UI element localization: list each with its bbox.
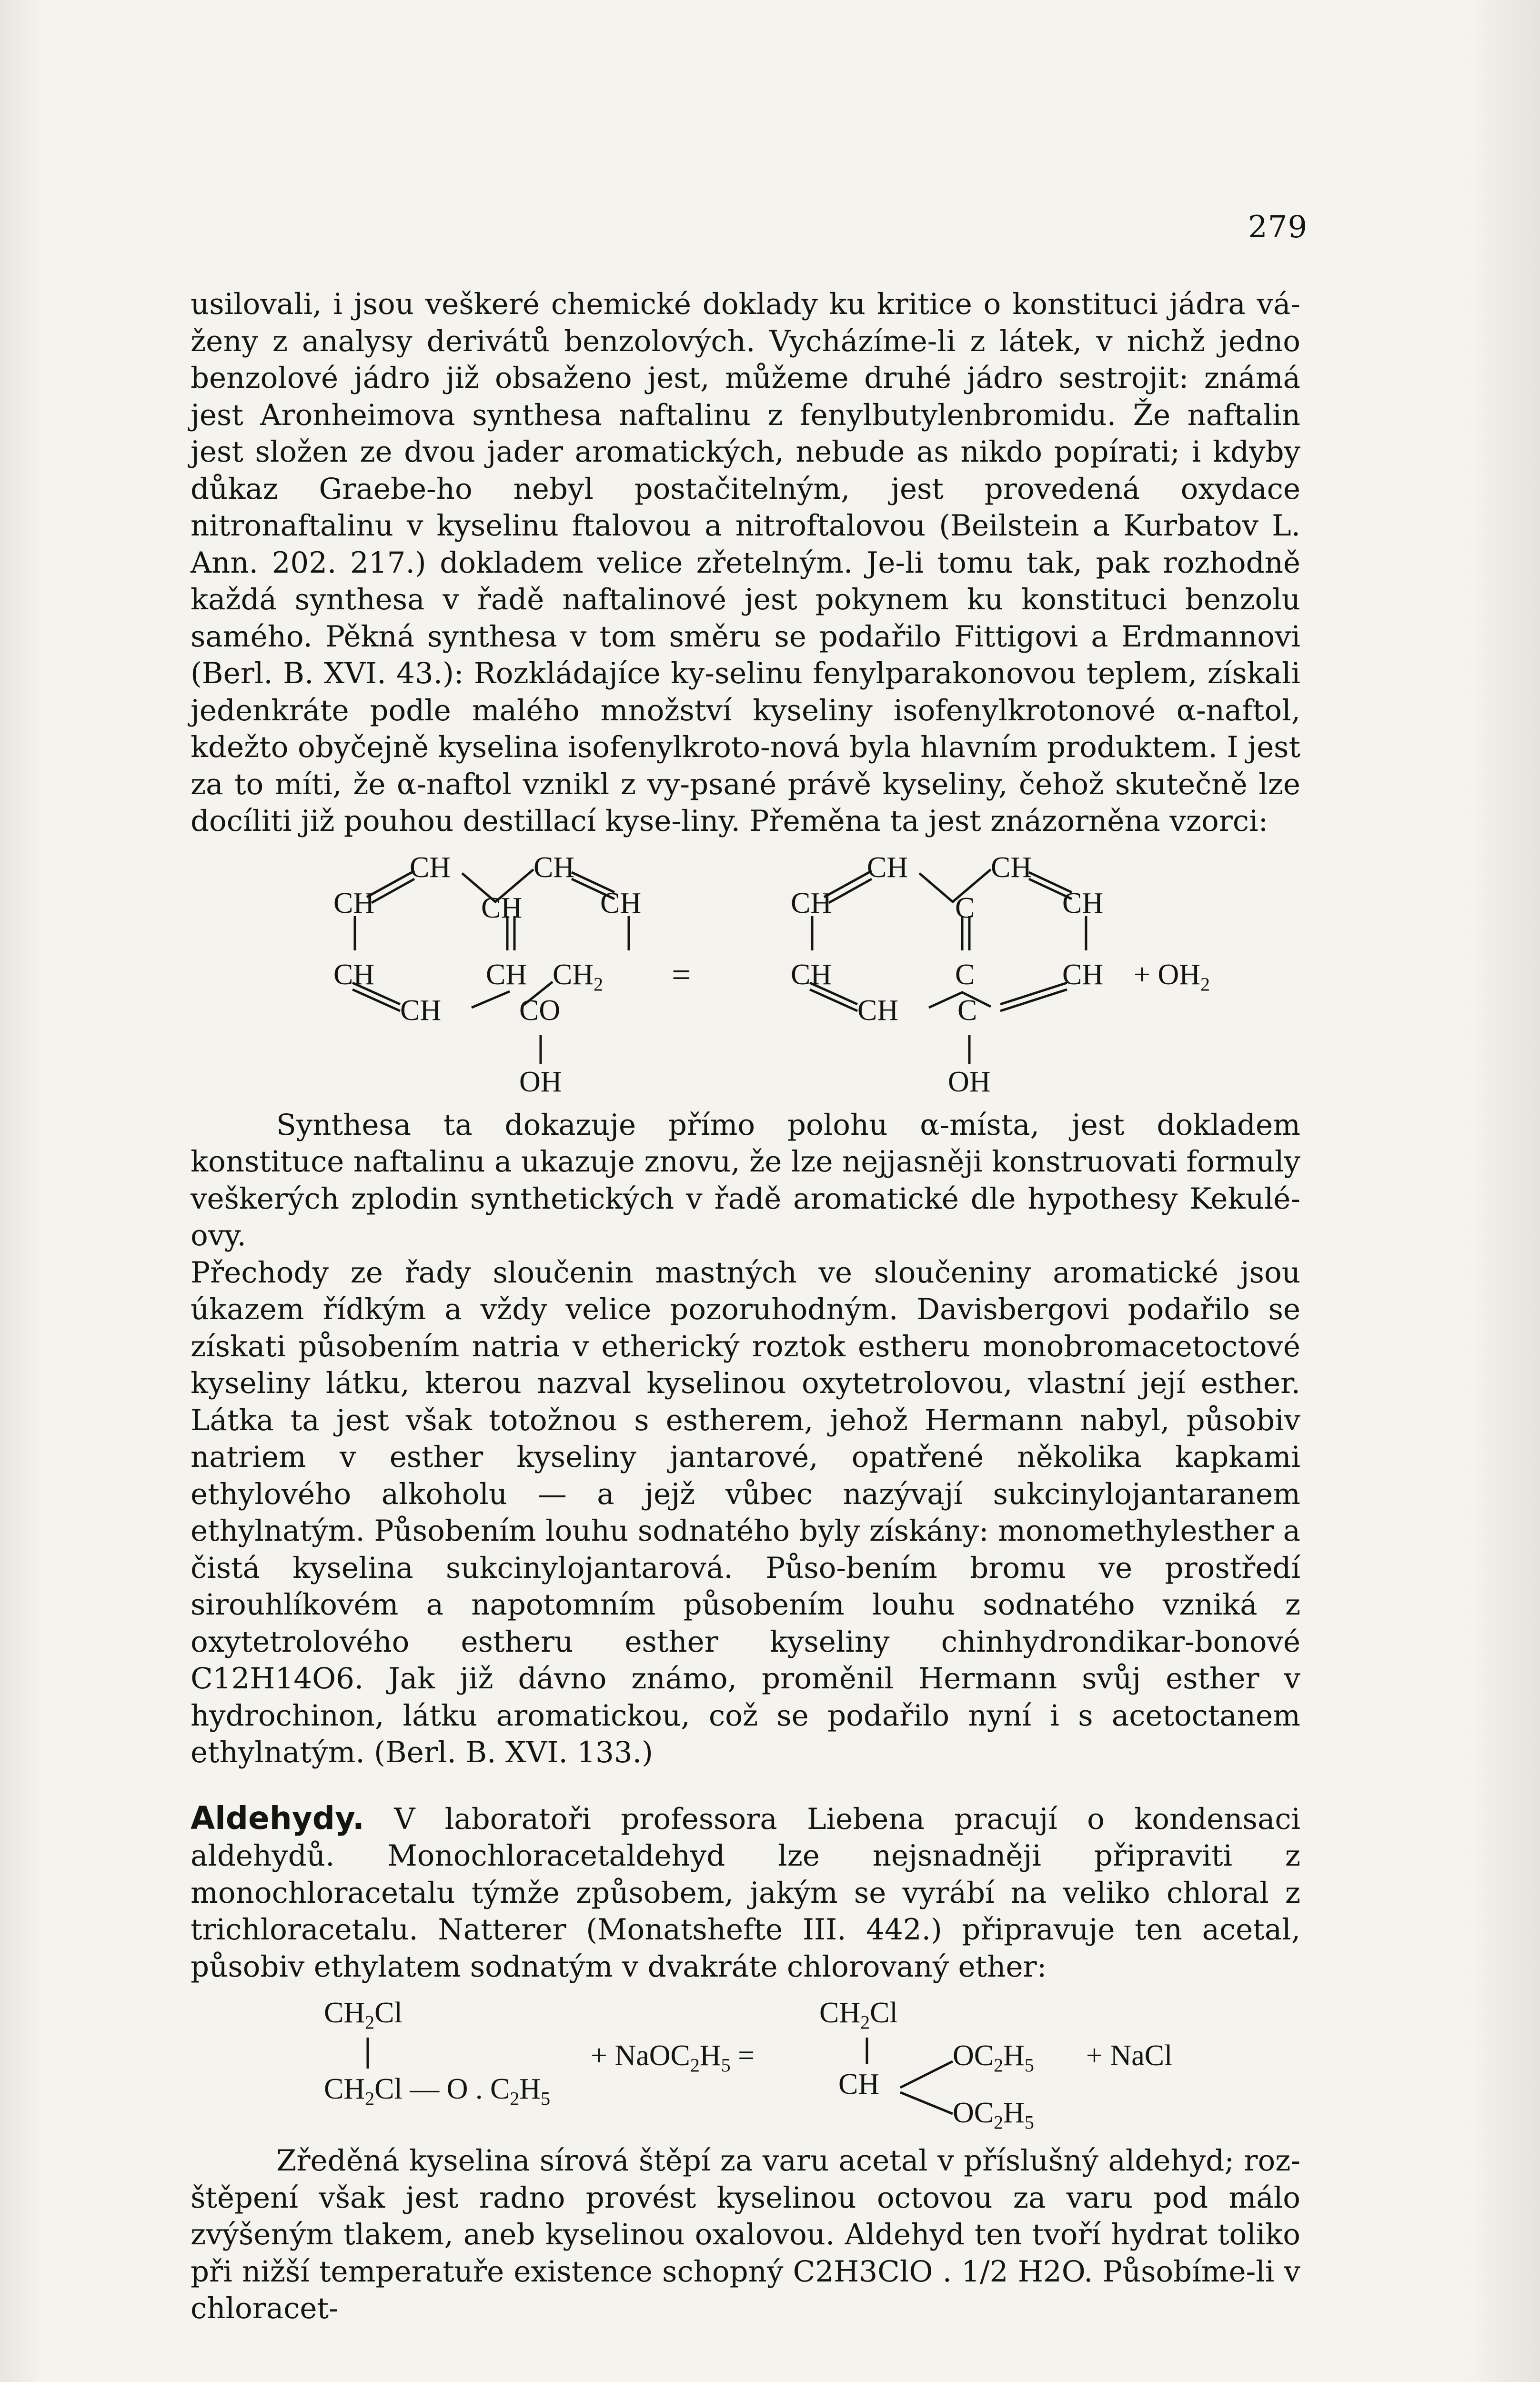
formula1-r-ch-2: CH [1062,887,1104,919]
formula1-equals: = [672,955,691,994]
formula1-r-ch-4: CH [1062,958,1104,991]
formula1-r-c-bottom: C [957,994,977,1027]
formula1-r-ch-top-right: CH [991,851,1032,884]
paragraph-1: usilovali, i jsou veškeré chemické doklady ku kritice o konstituci jádra vá-ženy z analysy derivátů benzolových. Vycházíme-li z látek, v nichž jedno benzolové jádro již obsaženo jest, můžeme druhé jádro sestrojit: známá jest Aronheimova synthesa naftalinu z fenylbutylenbromidu. Že naftalin jest složen ze dvou jader aromatických, nebude as nikdo popírati; i kdyby důkaz Graebe-ho nebyl postačitelným, jest provedená oxydace nitronaftalinu v kyselinu ftalovou a nitroftalovou (Beilstein a Kurbatov L. Ann. 202. 217.) dokladem velice zřetelným. Je-li tomu tak, pak rozhodně každá synthesa v řadě naftalinové jest pokynem ku konstituci benzolu samého. Pěkná synthesa v tom směru se podařilo Fittigovi a Erdmannovi (Berl. B. XVI. 43.): Rozkládajíce ky-selinu fenylparakonovou teplem, získali jedenkráte podle malého množství kyseliny isofenylkrotonové α-naftol, kdežto obyčejně kyselina isofenylkroto-nová byla hlavním produktem. I jest za to míti, že α-naftol vznikl z vy-psané právě kyseliny, čehož skutečně lze docíliti již pouhou destillací kyse-liny. Přeměna ta jest znázorněna vzorci: [191,287,1300,838]
body-text [191,286,1300,2327]
paragraph-3: Přechody ze řady sloučenin mastných ve sloučeniny aromatické jsou úkazem řídkým a vždy velice pozoruhodným. Davisbergovi podařilo se získati působením natria v etherický roztok estheru monobromacetoctové kyseliny látku, kterou nazval kyselinou oxytetrolovou, vlastní její esther. Látka ta jest však totožnou s estherem, jehož Hermann nabyl, působiv natriem v esther kyseliny jantarové, opatřené několika kapkami ethylového alkoholu — a jejž vůbec nazývají sukcinylojantaranem ethylnatým. Působením louhu sodnatého byly získány: monomethylesther a čistá kyselina sukcinylojantarová. Půso-bením bromu ve prostředí sirouhlíkovém a napotomním působením louhu sodnatého vzniká z oxytetrolového estheru esther kyseliny chinhydrondikar-bonové C12H14O6. Jak již dávno známo, proměnil Hermann svůj esther v hydrochinon, látku aromatickou, což se podařilo nyní i s acetoctanem ethylnatým. (Berl. B. XVI. 133.) [191,1255,1300,1769]
formula1-co: CO [519,994,561,1027]
formula1-ch-top-right: CH [533,851,575,884]
formula1-ch-3: CH [600,887,642,919]
formula1-oh-left: OH [519,1065,562,1098]
paragraph-5: Zředěná kyselina sírová štěpí za varu acetal v příslušný aldehyd; roz-štěpení však jest radno provést kyselinou octovou za varu pod málo zvýšeným tlakem, aneb kyselinou oxalovou. Aldehyd ten tvoří hydrat toliko při nižší temperatuře existence schopný C2H3ClO . 1/2 H2O. Působíme-li v chloracet- [191,2144,1300,2325]
formula2-reagent: + $NaOC_2H_5$ = [591,2039,755,2076]
formula1-r-c-1: C [955,891,975,924]
formula1-r-ch-1: CH [791,887,832,919]
formula2-oc2h5-bottom: $OC_2H_5$ [953,2097,1034,2133]
formula2-oc2h5-top: $OC_2H_5$ [953,2039,1034,2076]
formula1-r-ch-bottom: CH [857,994,899,1027]
formula1-ch-top-left: CH [410,851,451,884]
page-number: 279 [1248,210,1308,245]
formula1-ch-1: CH [333,887,375,919]
formula1-r-ch-top-left: CH [867,851,908,884]
formula2-ch2cl-left: $CH_2Cl$ [324,1997,403,2033]
paragraph-4 [191,1800,1300,1986]
formula2-ether: $CH_2Cl$ — O . $C_2H_5$ [324,2073,551,2109]
formula1-plus-water: + $OH_2$ [1134,958,1210,995]
formula2-ch: CH [838,2068,880,2100]
formula2-product: + NaCl [1086,2039,1173,2072]
formula1-ch-5: CH [486,958,527,991]
paragraph-4-text: V laboratoři professora Liebena pracují o kondensaci aldehydů. Monochloracetaldehyd lze nejsnadněji připraviti z monochloracetalu týmže způsobem, jakým se vyrábí na veliko chloral z trichloracetalu. Natterer (Monatshefte III. 442.) připravuje ten acetal, působiv ethylatem sodnatým v dvakráte chlorovaný ether: [191,1802,1301,1984]
formula1-ch-4: CH [333,958,375,991]
section-heading-aldehydy: Aldehydy. [191,1799,364,1837]
formula1-r-ch-3: CH [791,958,832,991]
naphthol-formula [191,840,1300,1107]
formula1-ch2: $CH_2$ [553,958,604,995]
formula1-ch-bottom: CH [400,994,442,1027]
formula1-r-c-2: C [955,958,975,991]
paragraph-2: Synthesa ta dokazuje přímo polohu α-místa, jest dokladem konstituce naftalinu a ukazuje znovu, že lze nejjasněji konstruovati formuly veškerých zplodin synthetických v řadě aromatické dle hypothesy Kekulé-ovy. [191,1108,1300,1252]
acetal-formula [191,1985,1300,2142]
formula1-ch-2: CH [481,891,523,924]
formula2-ch2cl-right: $CH_2Cl$ [819,1997,898,2033]
formula1-oh-right: OH [948,1065,991,1098]
